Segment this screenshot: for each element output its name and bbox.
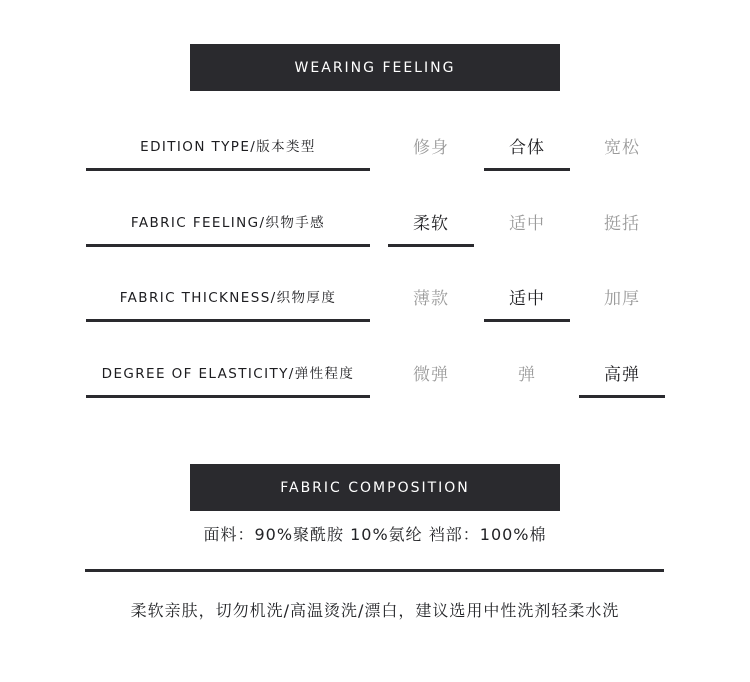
option-selected-underline xyxy=(484,319,570,322)
option-selected: 适中 xyxy=(509,288,545,309)
option: 适中 xyxy=(509,213,545,234)
option-selected: 柔软 xyxy=(413,213,449,234)
attribute-row-fabric-thickness xyxy=(0,273,750,323)
option-selected-underline xyxy=(579,395,665,398)
attribute-label-underline xyxy=(86,319,370,322)
composition-text: 面料：90%聚酰胺 10%氨纶 裆部：100%棉 xyxy=(203,525,547,544)
option-selected-underline xyxy=(484,168,570,171)
fabric-composition-banner xyxy=(190,464,560,511)
attribute-label-underline xyxy=(86,244,370,247)
option: 宽松 xyxy=(604,137,640,158)
option: 微弹 xyxy=(413,364,449,385)
option: 薄款 xyxy=(413,288,449,309)
care-instructions: 柔软亲肤，切勿机洗/高温烫洗/漂白，建议选用中性洗剂轻柔水洗 xyxy=(130,601,620,620)
fabric-composition-title: FABRIC COMPOSITION xyxy=(280,479,470,496)
wearing-feeling-banner xyxy=(190,44,560,91)
option-selected: 合体 xyxy=(509,137,545,158)
attribute-row-edition-type xyxy=(0,122,750,172)
option: 挺括 xyxy=(604,213,640,234)
attribute-row-elasticity xyxy=(0,349,750,399)
attribute-row-fabric-feeling xyxy=(0,198,750,248)
option: 修身 xyxy=(413,137,449,158)
divider-line xyxy=(85,569,664,572)
option-selected-underline xyxy=(388,244,474,247)
attribute-label: EDITION TYPE/版本类型 xyxy=(140,139,316,155)
option: 弹 xyxy=(518,364,536,385)
option: 加厚 xyxy=(604,288,640,309)
wearing-feeling-title: WEARING FEELING xyxy=(294,59,456,76)
attribute-label: DEGREE OF ELASTICITY/弹性程度 xyxy=(101,366,355,382)
attribute-label-underline xyxy=(86,168,370,171)
attribute-label-underline xyxy=(86,395,370,398)
attribute-label: FABRIC FEELING/织物手感 xyxy=(130,215,326,231)
option-selected: 高弹 xyxy=(604,364,640,385)
attribute-label: FABRIC THICKNESS/织物厚度 xyxy=(119,290,337,306)
